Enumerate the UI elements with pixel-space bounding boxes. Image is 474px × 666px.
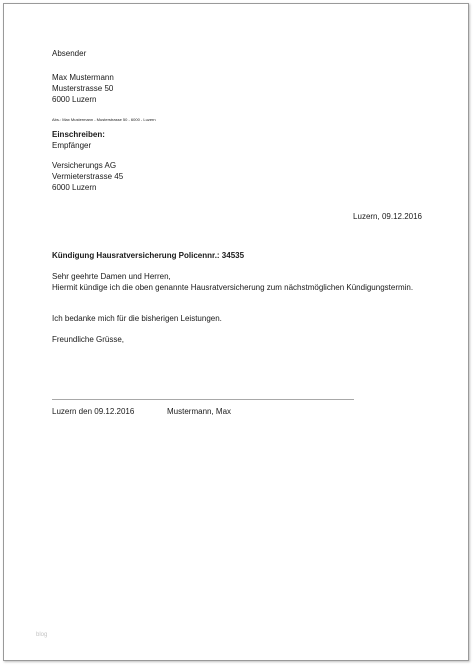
return-address: Abs.: Max Mustermann - Musterstrasse 50 - 6000 - Luzern [52, 117, 156, 122]
place-date: Luzern, 09.12.2016 [353, 212, 422, 221]
sender-label: Absender [52, 49, 87, 58]
recipient-city: 6000 Luzern [52, 183, 97, 192]
subject-line: Kündigung Hausratversicherung Policennr.: 34535 [52, 251, 245, 260]
delivery-type: Einschreiben: [52, 130, 105, 139]
sender-name: Max Mustermann [52, 73, 114, 82]
sender-street: Musterstrasse 50 [52, 84, 114, 93]
watermark-text: blog [36, 632, 48, 638]
signature-place-date: Luzern den 09.12.2016 [52, 407, 135, 416]
recipient-label: Empfänger [52, 141, 92, 150]
thanks-line: Ich bedanke mich für die bisherigen Leistungen. [52, 314, 222, 323]
signature-name: Mustermann, Max [167, 407, 232, 416]
closing-line: Freundliche Grüsse, [52, 335, 125, 344]
signature-line [52, 399, 354, 400]
salutation: Sehr geehrte Damen und Herren, [52, 272, 171, 281]
recipient-company: Versicherungs AG [52, 161, 117, 170]
letter-page [3, 3, 469, 661]
body-paragraph: Hiermit kündige ich die oben genannte Hausratversicherung zum nächstmöglichen Kündigungstermin. [52, 283, 414, 292]
recipient-street: Vermieterstrasse 45 [52, 172, 124, 181]
sender-city: 6000 Luzern [52, 95, 97, 104]
